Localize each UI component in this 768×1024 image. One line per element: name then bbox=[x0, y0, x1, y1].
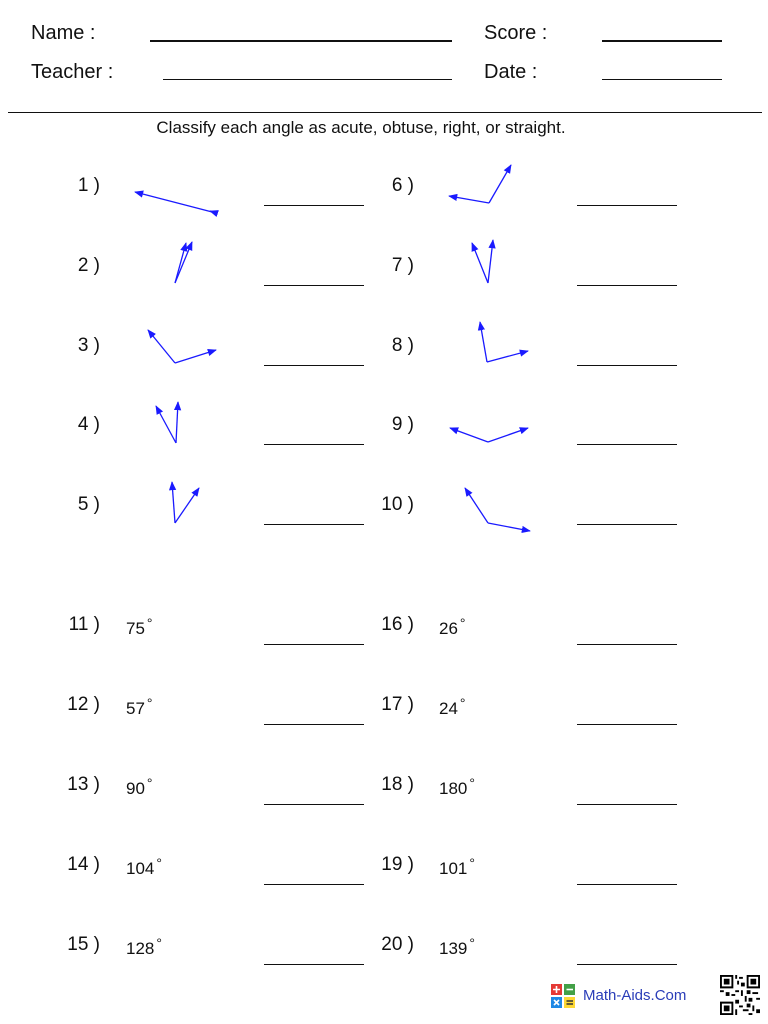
problem-number: 3 ) bbox=[77, 335, 100, 356]
problem-number: 12 ) bbox=[67, 694, 100, 715]
angle-diagram-4 bbox=[156, 402, 178, 443]
answer-line[interactable] bbox=[577, 884, 677, 885]
angle-measure: 90 ° bbox=[126, 775, 153, 798]
degree-symbol: ° bbox=[146, 615, 153, 631]
answer-line[interactable] bbox=[264, 644, 364, 645]
angle-diagram-2 bbox=[175, 242, 192, 283]
degree-symbol: ° bbox=[459, 615, 466, 631]
answer-line[interactable] bbox=[264, 964, 364, 965]
name-label: Name : bbox=[31, 22, 96, 44]
degree-symbol: ° bbox=[156, 935, 162, 951]
problem-number: 18 ) bbox=[381, 774, 414, 795]
problem-number: 14 ) bbox=[67, 854, 100, 875]
problem-number: 11 ) bbox=[68, 614, 100, 635]
answer-line[interactable] bbox=[577, 804, 677, 805]
instructions: Classify each angle as acute, obtuse, right, or straight. bbox=[156, 118, 566, 137]
degree-symbol: ° bbox=[459, 695, 466, 711]
score-label: Score : bbox=[484, 22, 548, 44]
angle-measure: 24 ° bbox=[439, 695, 466, 718]
problem-number: 19 ) bbox=[381, 854, 414, 875]
calculator-logo-icon bbox=[551, 984, 575, 1008]
problem-number: 15 ) bbox=[67, 934, 100, 955]
problem-number: 10 ) bbox=[381, 494, 414, 515]
problem-number: 20 ) bbox=[381, 934, 414, 955]
angle-measure: 104 ° bbox=[126, 855, 162, 878]
problem-number: 1 ) bbox=[77, 175, 100, 196]
qr-code-icon bbox=[720, 975, 760, 1015]
problem-number: 13 ) bbox=[67, 774, 100, 795]
degree-symbol: ° bbox=[146, 775, 153, 791]
degree-symbol: ° bbox=[146, 695, 153, 711]
degree-symbol: ° bbox=[156, 855, 162, 871]
degree-symbol: ° bbox=[469, 935, 475, 951]
angle-measure: 128 ° bbox=[126, 935, 162, 958]
angle-measure: 139 ° bbox=[439, 935, 475, 958]
answer-line[interactable] bbox=[264, 804, 364, 805]
answer-line[interactable] bbox=[577, 964, 677, 965]
problem-number: 7 ) bbox=[391, 255, 414, 276]
angle-diagram-1 bbox=[135, 192, 216, 213]
degree-symbol: ° bbox=[469, 855, 475, 871]
answer-line[interactable] bbox=[577, 644, 677, 645]
angle-diagram-7 bbox=[472, 240, 493, 283]
brand-link[interactable]: Math-Aids.Com bbox=[583, 987, 687, 1004]
problem-number: 16 ) bbox=[381, 614, 414, 635]
angle-measure: 101 ° bbox=[439, 855, 475, 878]
answer-line[interactable] bbox=[264, 884, 364, 885]
teacher-label: Teacher : bbox=[31, 61, 114, 83]
problem-number: 5 ) bbox=[77, 494, 100, 515]
angle-diagram-5 bbox=[172, 482, 199, 523]
angle-measure: 57 ° bbox=[126, 695, 153, 718]
problem-number: 8 ) bbox=[391, 335, 414, 356]
angle-diagram-9 bbox=[450, 428, 528, 442]
degree-symbol: ° bbox=[469, 775, 475, 791]
angle-diagram-8 bbox=[480, 322, 528, 362]
problem-number: 2 ) bbox=[77, 255, 100, 276]
problem-number: 17 ) bbox=[381, 694, 414, 715]
angle-measure: 180 ° bbox=[439, 775, 475, 798]
angle-diagram-3 bbox=[148, 330, 216, 363]
angle-diagram-10 bbox=[465, 488, 530, 531]
problem-number: 6 ) bbox=[391, 175, 414, 196]
answer-line[interactable] bbox=[264, 724, 364, 725]
angle-diagram-6 bbox=[449, 165, 511, 203]
problem-number: 4 ) bbox=[77, 414, 100, 435]
date-label: Date : bbox=[484, 61, 538, 83]
angle-measure: 26 ° bbox=[439, 615, 466, 638]
problem-number: 9 ) bbox=[391, 414, 414, 435]
answer-line[interactable] bbox=[577, 724, 677, 725]
angle-measure: 75 ° bbox=[126, 615, 153, 638]
